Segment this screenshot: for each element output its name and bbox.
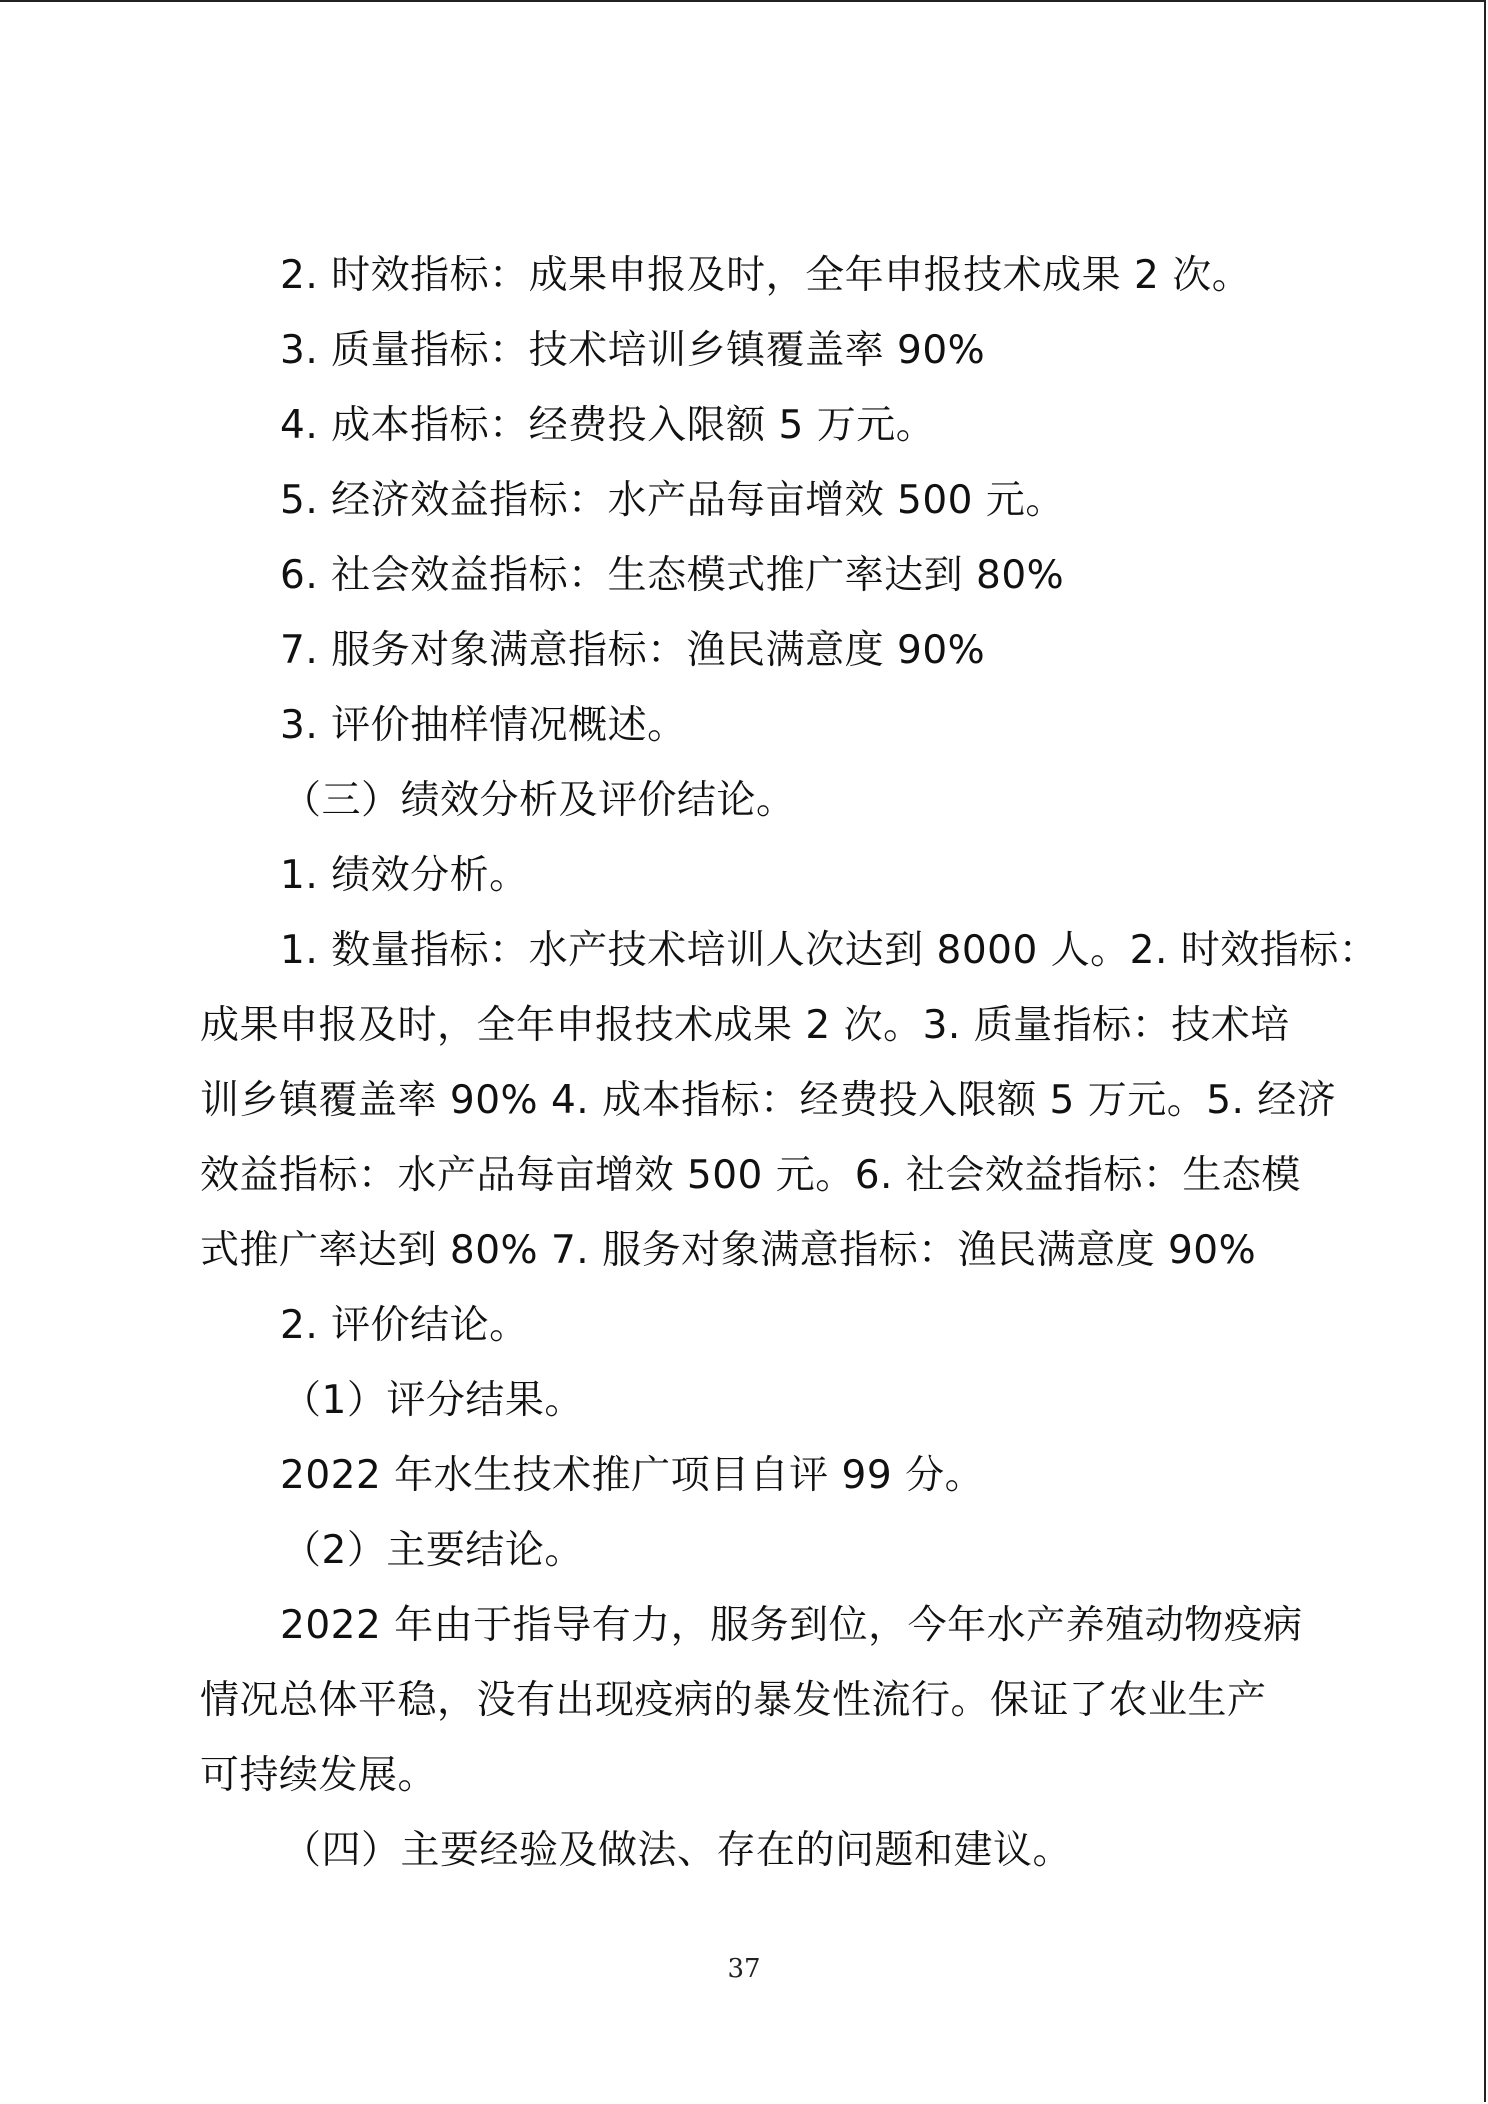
paragraph-line: 3. 评价抽样情况概述。 bbox=[280, 703, 687, 748]
paragraph-line: 7. 服务对象满意指标：渔民满意度 90% bbox=[280, 628, 986, 673]
paragraph-line: 式推广率达到 80% 7. 服务对象满意指标：渔民满意度 90% bbox=[200, 1228, 1257, 1273]
subsection-heading: 1. 绩效分析。 bbox=[280, 853, 529, 898]
paragraph-line: 5. 经济效益指标：水产品每亩增效 500 元。 bbox=[280, 478, 1065, 523]
paragraph-line: 可持续发展。 bbox=[200, 1753, 438, 1798]
paragraph-line: 3. 质量指标：技术培训乡镇覆盖率 90% bbox=[280, 328, 986, 373]
paragraph-line: 2022 年水生技术推广项目自评 99 分。 bbox=[280, 1453, 985, 1498]
paragraph-line: 效益指标：水产品每亩增效 500 元。6. 社会效益指标：生态模 bbox=[200, 1153, 1301, 1198]
subsection-heading: （1）评分结果。 bbox=[282, 1378, 584, 1423]
paragraph-line: 2. 时效指标：成果申报及时，全年申报技术成果 2 次。 bbox=[280, 253, 1252, 298]
subsection-heading: 2. 评价结论。 bbox=[280, 1303, 529, 1348]
document-body bbox=[200, 242, 1379, 1892]
page-number: 37 bbox=[727, 1954, 761, 1984]
section-heading: （三）绩效分析及评价结论。 bbox=[282, 778, 796, 823]
section-heading: （四）主要经验及做法、存在的问题和建议。 bbox=[282, 1828, 1073, 1873]
paragraph-line: 2022 年由于指导有力，服务到位，今年水产养殖动物疫病 bbox=[280, 1603, 1303, 1648]
paragraph-line: 情况总体平稳，没有出现疫病的暴发性流行。保证了农业生产 bbox=[200, 1678, 1267, 1723]
paragraph-line: 6. 社会效益指标：生态模式推广率达到 80% bbox=[280, 553, 1065, 598]
paragraph-line: 1. 数量指标：水产技术培训人次达到 8000 人。2. 时效指标： bbox=[280, 928, 1379, 973]
paragraph-line: 成果申报及时，全年申报技术成果 2 次。3. 质量指标：技术培 bbox=[200, 1003, 1290, 1048]
subsection-heading: （2）主要结论。 bbox=[282, 1528, 584, 1573]
paragraph-line: 训乡镇覆盖率 90% 4. 成本指标：经费投入限额 5 万元。5. 经济 bbox=[200, 1078, 1337, 1123]
paragraph-line: 4. 成本指标：经费投入限额 5 万元。 bbox=[280, 403, 936, 448]
